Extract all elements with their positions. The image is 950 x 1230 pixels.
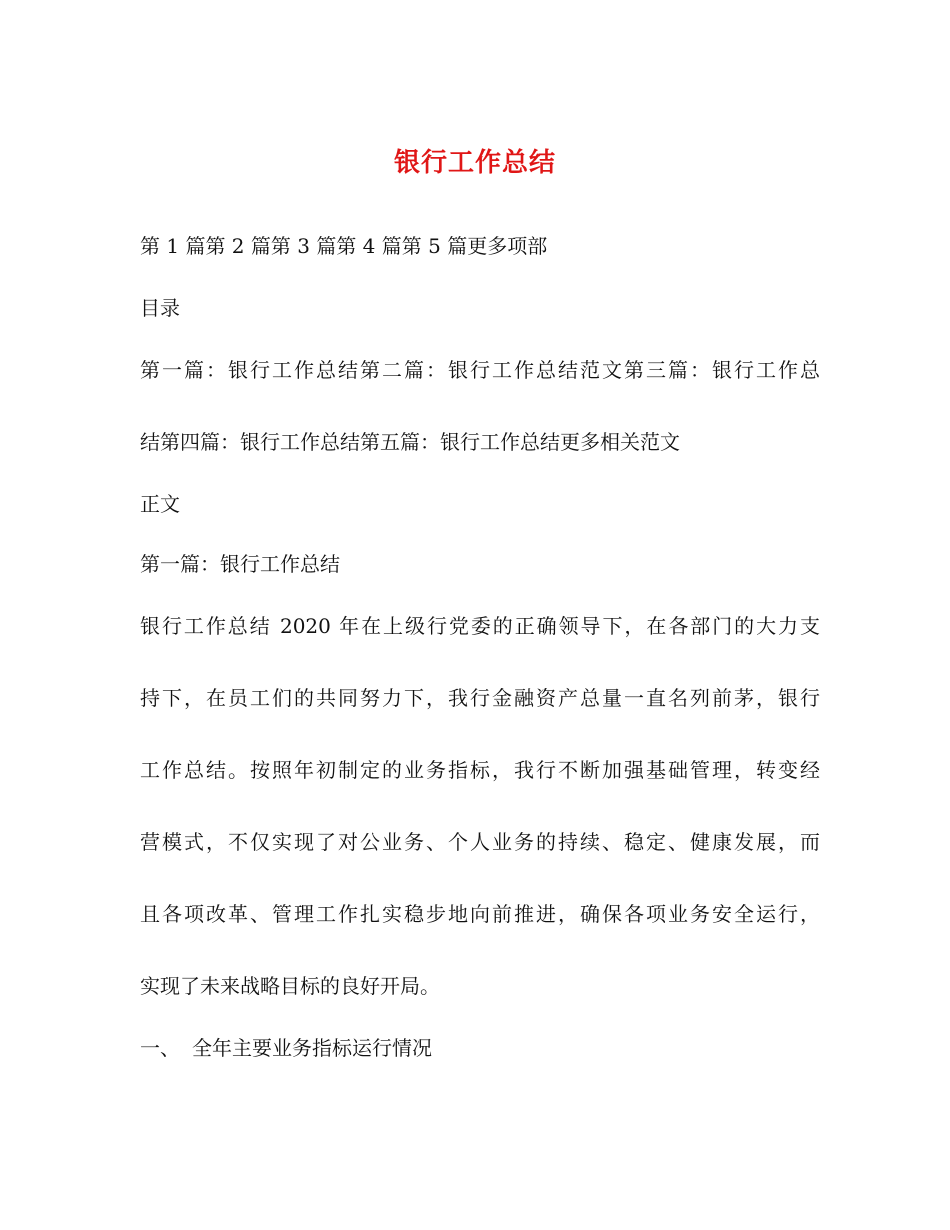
paragraph-line-1: 银行工作总结 2020 年在上级行党委的正确领导下，在各部门的大力支	[140, 614, 820, 638]
paragraph-line-6: 实现了未来战略目标的良好开局。	[140, 974, 440, 998]
toc-label: 目录	[140, 296, 180, 320]
document-title: 银行工作总结	[393, 148, 556, 178]
section-heading-number: 一、	[140, 1036, 180, 1060]
paragraph-line-4: 营模式，不仅实现了对公业务、个人业务的持续、稳定、健康发展，而	[140, 830, 820, 854]
article-nav-line: 第 1 篇第 2 篇第 3 篇第 4 篇第 5 篇更多项部	[140, 234, 548, 258]
toc-line-2: 结第四篇：银行工作总结第五篇：银行工作总结更多相关范文	[140, 430, 680, 454]
paragraph-line-3: 工作总结。按照年初制定的业务指标，我行不断加强基础管理，转变经	[140, 758, 820, 782]
toc-line-1: 第一篇：银行工作总结第二篇：银行工作总结范文第三篇：银行工作总	[140, 358, 820, 382]
paragraph-line-2: 持下，在员工们的共同努力下，我行金融资产总量一直名列前茅，银行	[140, 686, 820, 710]
section-heading-text: 全年主要业务指标运行情况	[192, 1036, 432, 1060]
paragraph-line-5: 且各项改革、管理工作扎实稳步地向前推进，确保各项业务安全运行，	[140, 902, 820, 926]
section-heading	[140, 1034, 820, 1062]
body-label: 正文	[140, 492, 180, 516]
section-title: 第一篇：银行工作总结	[140, 552, 340, 576]
